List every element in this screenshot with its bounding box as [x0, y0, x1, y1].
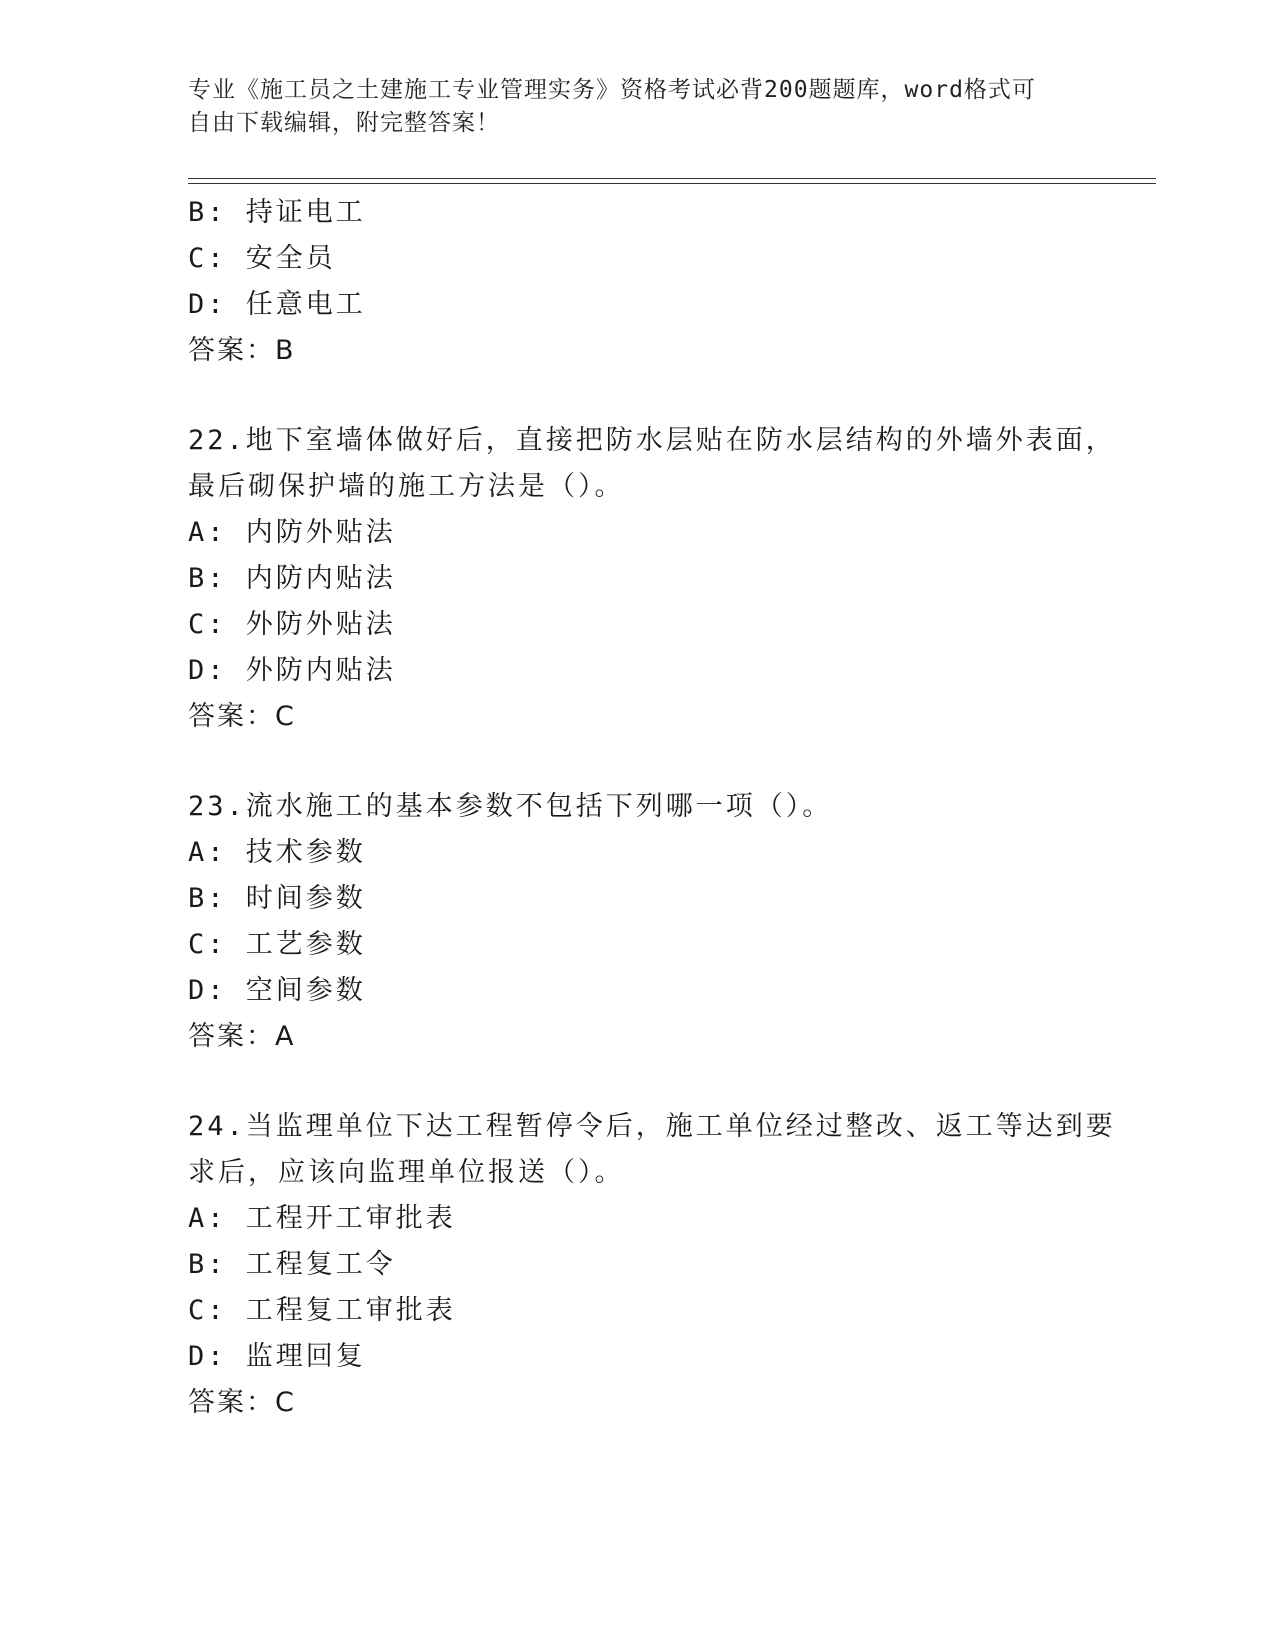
option-a: A: 工程开工审批表: [188, 1203, 456, 1234]
question-24: [188, 1104, 1116, 1426]
header-title-line-2: 自由下载编辑，附完整答案！: [188, 110, 500, 136]
option-a: A: 技术参数: [188, 837, 366, 868]
option-c: C: 外防外贴法: [188, 609, 396, 640]
spacer: [188, 740, 1088, 784]
question-stem-line: 最后砌保护墙的施工方法是（）。: [188, 471, 625, 502]
option-c: C: 安全员: [188, 243, 336, 274]
option-d: D: 任意电工: [188, 289, 366, 320]
option-d: D: 监理回复: [188, 1341, 366, 1372]
option-d: D: 空间参数: [188, 975, 366, 1006]
spacer: [188, 1060, 1088, 1104]
option-a: A: 内防外贴法: [188, 517, 396, 548]
option-b: B: 工程复工令: [188, 1249, 396, 1280]
question-23: [188, 784, 1088, 1060]
question-stem-line: 24.当监理单位下达工程暂停令后，施工单位经过整改、返工等达到要: [188, 1111, 1116, 1142]
question-stem-line: 22.地下室墙体做好后，直接把防水层贴在防水层结构的外墙外表面，: [188, 425, 1116, 456]
answer-line: 答案：A: [188, 1021, 296, 1052]
option-b: B: 内防内贴法: [188, 563, 396, 594]
document-header: [188, 74, 1088, 140]
question-stem-line: 求后，应该向监理单位报送（）。: [188, 1157, 625, 1188]
option-c: C: 工艺参数: [188, 929, 366, 960]
option-d: D: 外防内贴法: [188, 655, 396, 686]
question-22: [188, 418, 1116, 740]
option-c: C: 工程复工审批表: [188, 1295, 456, 1326]
answer-line: 答案：C: [188, 701, 296, 732]
header-title-line-1: 专业《施工员之土建施工专业管理实务》资格考试必背200题题库，word格式可: [188, 77, 1036, 103]
answer-line: 答案：C: [188, 1387, 296, 1418]
answer-line: 答案：B: [188, 335, 296, 366]
question-stem-line: 23.流水施工的基本参数不包括下列哪一项（）。: [188, 791, 833, 822]
option-b: B: 时间参数: [188, 883, 366, 914]
spacer: [188, 374, 1088, 418]
option-b: B: 持证电工: [188, 197, 366, 228]
header-divider-top: [188, 178, 1156, 179]
header-divider-bottom: [188, 183, 1156, 184]
question-list: [188, 190, 1116, 1426]
question-21-continued: [188, 190, 1088, 374]
